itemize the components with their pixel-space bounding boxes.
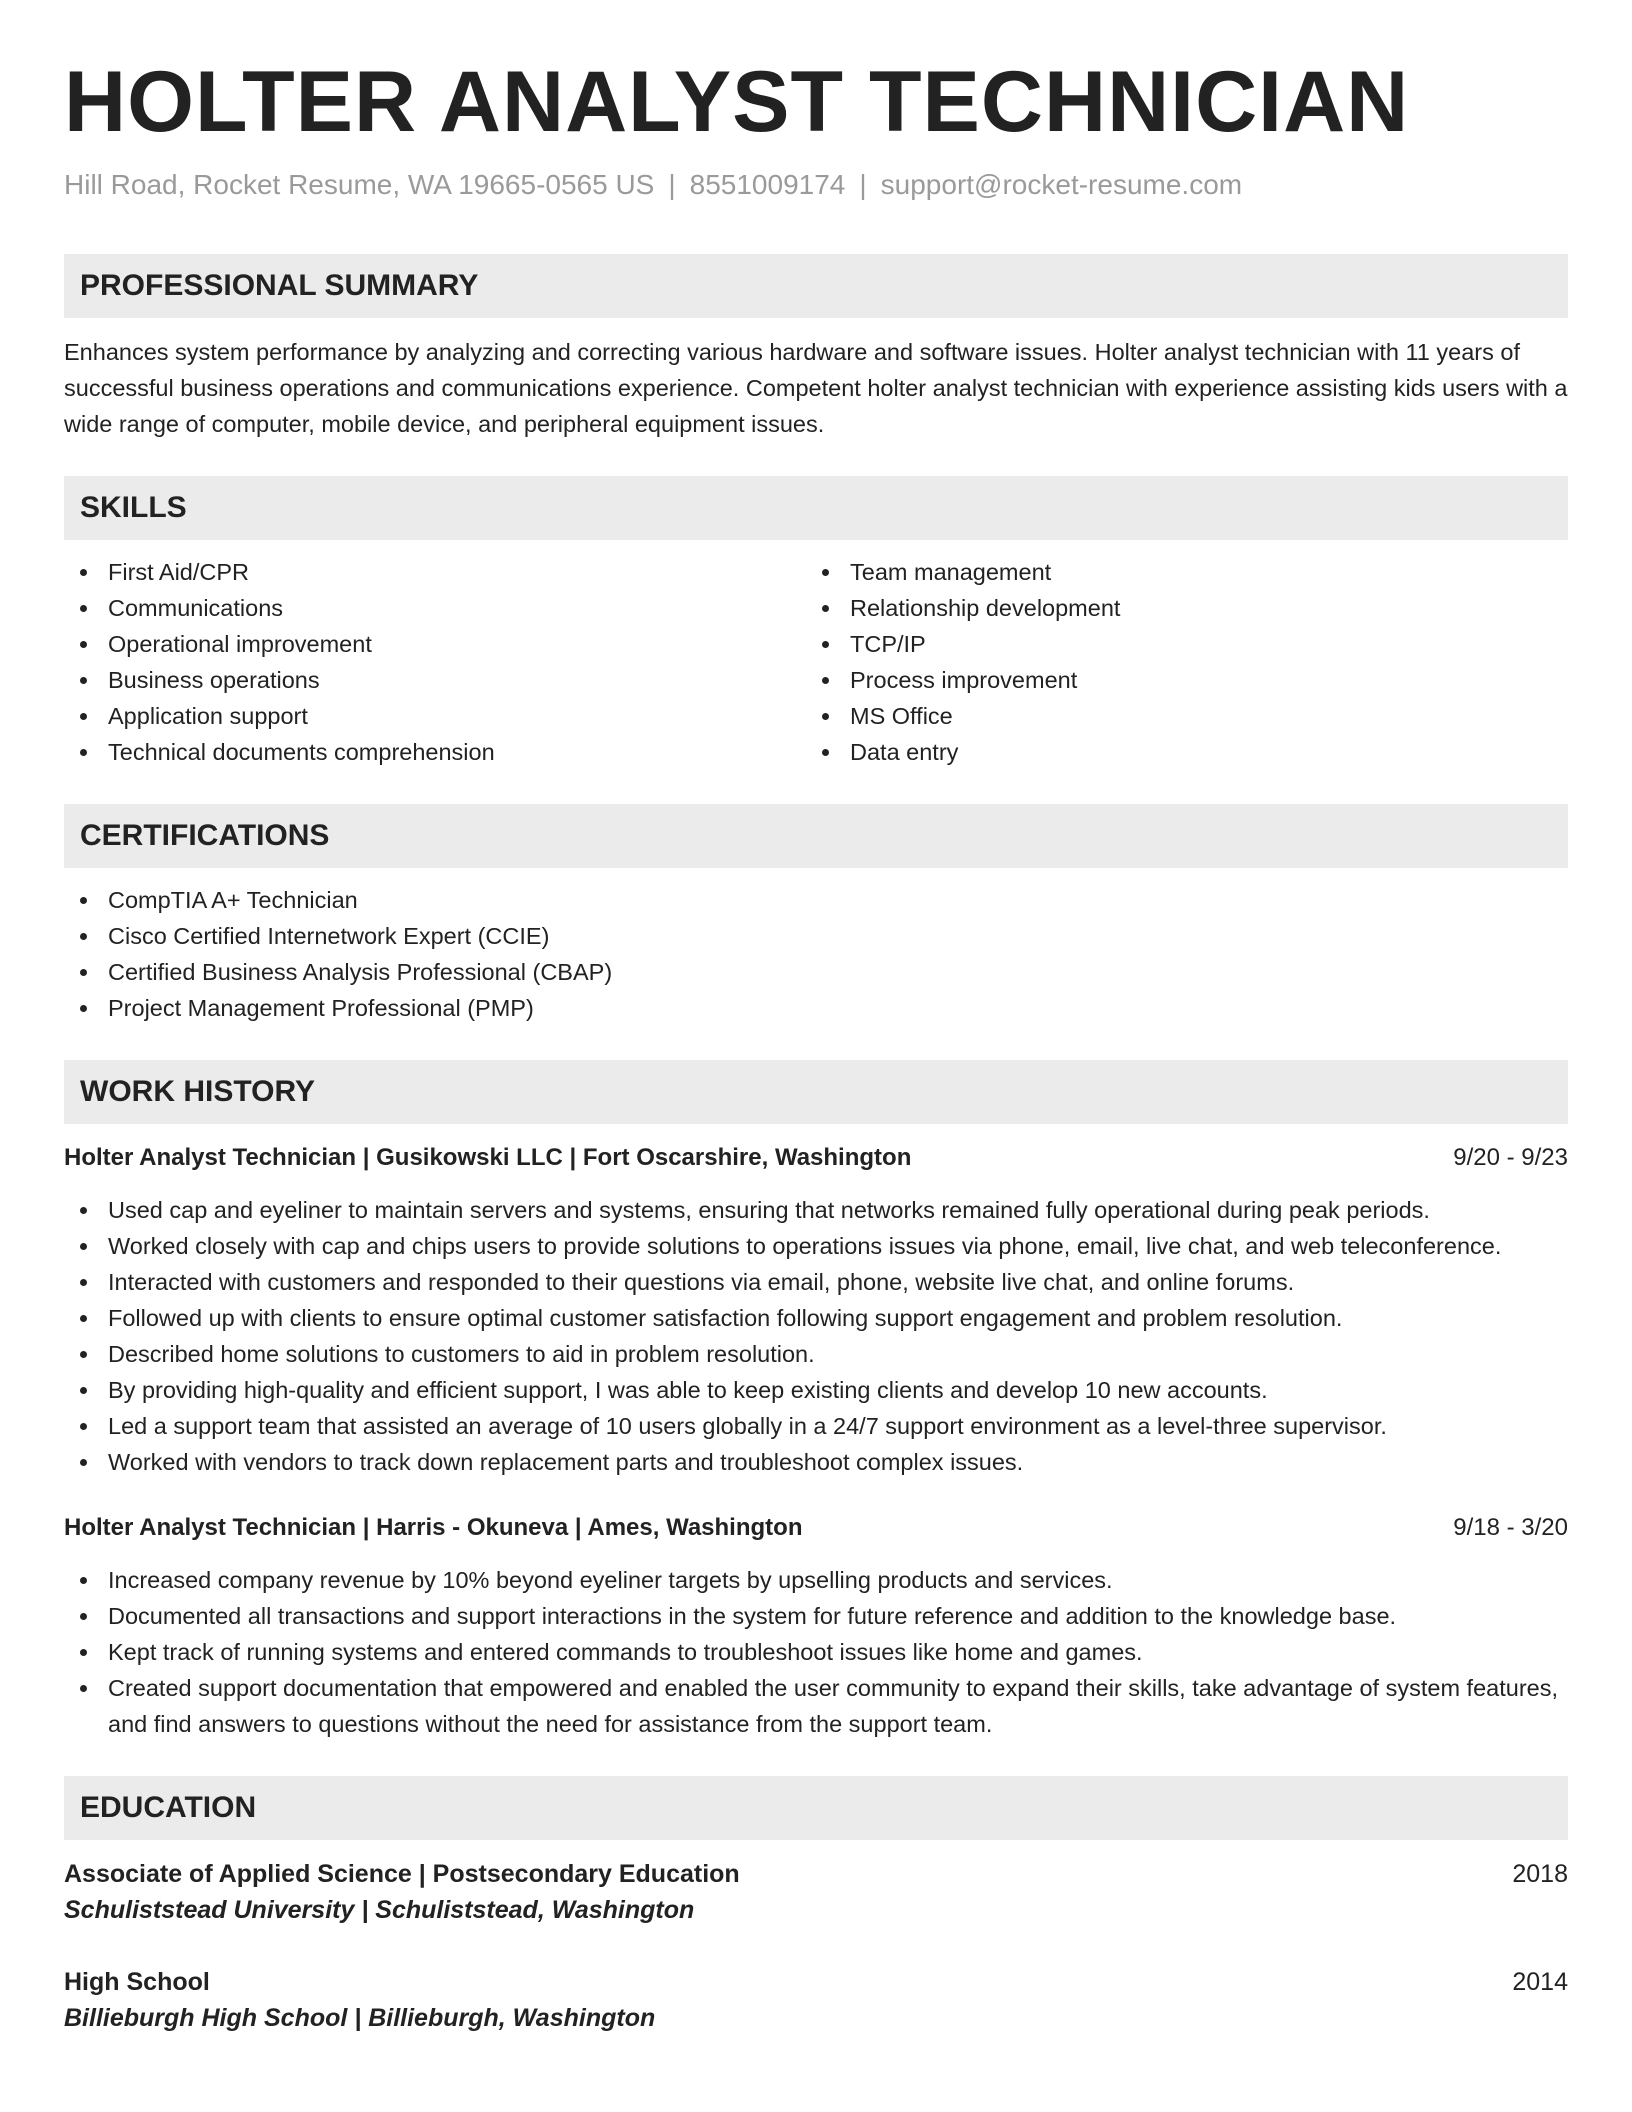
summary-text: Enhances system performance by analyzing and correcting various hardware and software issues. Holter analyst technician with 11 years of successful business operations and communications experience. Competent holter analyst technician with experience assisting kids users with a wide range of computer, mobile device, and peripheral equipment issues. xyxy=(64,339,1568,437)
job-bullet: Kept track of running systems and entered commands to troubleshoot issues like home and games. xyxy=(64,1634,1568,1670)
contact-line xyxy=(64,168,1568,202)
job-entry xyxy=(64,1510,1568,1742)
education-degree: High School xyxy=(64,1968,210,1996)
job-entry xyxy=(64,1140,1568,1480)
skill-item: Technical documents comprehension xyxy=(64,734,806,770)
education-degree: Associate of Applied Science | Postsecondary Education xyxy=(64,1860,740,1888)
contact-email: support@rocket-resume.com xyxy=(880,169,1243,200)
section-heading-education: EDUCATION xyxy=(64,1776,1568,1840)
job-title: Holter Analyst Technician | Gusikowski LLC | Fort Oscarshire, Washington xyxy=(64,1144,912,1171)
section-heading-skills: SKILLS xyxy=(64,476,1568,540)
job-bullet: Documented all transactions and support interactions in the system for future reference and addition to the knowledge base. xyxy=(64,1598,1568,1634)
skill-item: Process improvement xyxy=(806,662,1548,698)
skill-item: Data entry xyxy=(806,734,1548,770)
job-dates: 9/18 - 3/20 xyxy=(1453,1514,1568,1541)
education-year: 2018 xyxy=(1512,1860,1568,1888)
job-bullet: Led a support team that assisted an average of 10 users globally in a 24/7 support environment as a level-three supervisor. xyxy=(64,1408,1568,1444)
job-bullet: Worked closely with cap and chips users to provide solutions to operations issues via phone, email, live chat, and web teleconference. xyxy=(64,1228,1568,1264)
job-bullet: Increased company revenue by 10% beyond eyeliner targets by upselling products and services. xyxy=(64,1562,1568,1598)
education-entry xyxy=(64,1856,1568,1928)
skills-column-left xyxy=(64,554,806,770)
skills-column-right xyxy=(806,554,1548,770)
education-school: Schuliststead University | Schuliststead, Washington xyxy=(64,1896,695,1924)
skill-item: Communications xyxy=(64,590,806,626)
contact-separator: | xyxy=(668,169,676,200)
skill-item: First Aid/CPR xyxy=(64,554,806,590)
section-heading-work-history: WORK HISTORY xyxy=(64,1060,1568,1124)
contact-phone: 8551009174 xyxy=(689,169,846,200)
education-entry xyxy=(64,1964,1568,2036)
contact-address: Hill Road, Rocket Resume, WA 19665-0565 US xyxy=(64,169,655,200)
job-header xyxy=(64,1140,1568,1176)
job-bullet-list xyxy=(64,1562,1568,1742)
job-dates: 9/20 - 9/23 xyxy=(1453,1144,1568,1171)
skill-item: Business operations xyxy=(64,662,806,698)
education-school: Billieburgh High School | Billieburgh, Washington xyxy=(64,2004,656,2032)
section-heading-certifications: CERTIFICATIONS xyxy=(64,804,1568,868)
job-bullet: Worked with vendors to track down replacement parts and troubleshoot complex issues. xyxy=(64,1444,1568,1480)
section-heading-summary: PROFESSIONAL SUMMARY xyxy=(64,254,1568,318)
skills-list xyxy=(64,554,1568,770)
education-year: 2014 xyxy=(1512,1968,1568,1996)
certification-item: CompTIA A+ Technician xyxy=(64,882,1568,918)
skill-item: Team management xyxy=(806,554,1548,590)
education-header xyxy=(64,1964,1568,2000)
certification-item: Project Management Professional (PMP) xyxy=(64,990,1568,1026)
job-bullet: Used cap and eyeliner to maintain servers and systems, ensuring that networks remained fully operational during peak periods. xyxy=(64,1192,1568,1228)
job-bullet: Created support documentation that empowered and enabled the user community to expand their skills, take advantage of system features, and find answers to questions without the need for assistance from the support team. xyxy=(64,1670,1568,1742)
job-title: Holter Analyst Technician | Harris - Okuneva | Ames, Washington xyxy=(64,1514,803,1541)
job-bullet-list xyxy=(64,1192,1568,1480)
skill-item: MS Office xyxy=(806,698,1548,734)
education-header xyxy=(64,1856,1568,1892)
job-bullet: By providing high-quality and efficient support, I was able to keep existing clients and develop 10 new accounts. xyxy=(64,1372,1568,1408)
skill-item: Operational improvement xyxy=(64,626,806,662)
job-header xyxy=(64,1510,1568,1546)
job-bullet: Interacted with customers and responded to their questions via email, phone, website live chat, and online forums. xyxy=(64,1264,1568,1300)
contact-separator: | xyxy=(859,169,867,200)
skill-item: Application support xyxy=(64,698,806,734)
skill-item: Relationship development xyxy=(806,590,1548,626)
certification-item: Cisco Certified Internetwork Expert (CCIE) xyxy=(64,918,1568,954)
certifications-list xyxy=(64,882,1568,1026)
certification-item: Certified Business Analysis Professional (CBAP) xyxy=(64,954,1568,990)
resume-name: HOLTER ANALYST TECHNICIAN xyxy=(64,54,1410,150)
skill-item: TCP/IP xyxy=(806,626,1548,662)
job-bullet: Described home solutions to customers to aid in problem resolution. xyxy=(64,1336,1568,1372)
job-bullet: Followed up with clients to ensure optimal customer satisfaction following support engagement and problem resolution. xyxy=(64,1300,1568,1336)
